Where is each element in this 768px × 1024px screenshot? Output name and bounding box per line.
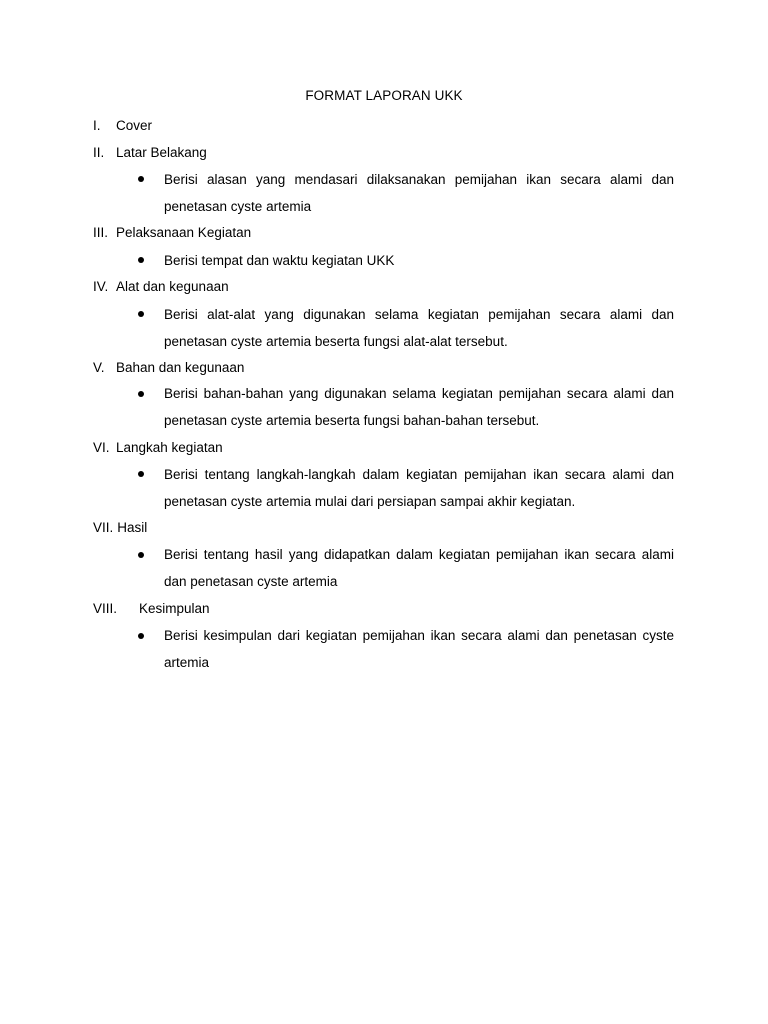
bullet-text: Berisi tentang hasil yang didapatkan dalam kegiatan pemijahan ikan secara alami dan penetasan cyste artemia bbox=[164, 547, 674, 589]
bullet-icon bbox=[138, 176, 144, 182]
bullet-icon bbox=[138, 391, 144, 397]
section-heading-hasil bbox=[93, 518, 147, 538]
bullet-text: Berisi tentang langkah-langkah dalam kegiatan pemijahan ikan secara alami dan penetasan cyste artemia mulai dari persiapan sampai akhir kegiatan. bbox=[164, 467, 674, 509]
section-heading-kesimpulan bbox=[93, 599, 210, 619]
section-title: Latar Belakang bbox=[116, 145, 207, 160]
section-number: I. bbox=[93, 118, 101, 133]
section-number: VII. bbox=[93, 520, 114, 535]
bullet-icon bbox=[138, 552, 144, 558]
bullet-text: Berisi tempat dan waktu kegiatan UKK bbox=[164, 253, 395, 268]
section-heading-langkah-kegiatan bbox=[93, 438, 223, 458]
bullet-icon bbox=[138, 633, 144, 639]
bullet-icon bbox=[138, 311, 144, 317]
section-heading-bahan-dan-kegunaan bbox=[93, 358, 244, 378]
section-heading-cover bbox=[93, 116, 152, 136]
section-heading-pelaksanaan-kegiatan bbox=[93, 223, 251, 243]
section-title: Langkah kegiatan bbox=[116, 440, 223, 455]
section-number: IV. bbox=[93, 279, 109, 294]
section-title: Bahan dan kegunaan bbox=[116, 360, 245, 375]
section-number: V. bbox=[93, 360, 105, 375]
bullet-text: Berisi bahan-bahan yang digunakan selama kegiatan pemijahan secara alami dan penetasan cyste artemia beserta fungsi bahan-bahan tersebut. bbox=[164, 386, 674, 428]
section-heading-alat-dan-kegunaan bbox=[93, 277, 229, 297]
section-title: Alat dan kegunaan bbox=[116, 279, 229, 294]
section-number: VIII. bbox=[93, 601, 118, 616]
document-title: FORMAT LAPORAN UKK bbox=[305, 88, 463, 103]
bullet-text: Berisi alat-alat yang digunakan selama kegiatan pemijahan secara alami dan penetasan cyste artemia beserta fungsi alat-alat tersebut. bbox=[164, 307, 674, 349]
section-title: Hasil bbox=[117, 520, 148, 535]
bullet-icon bbox=[138, 471, 144, 477]
bullet-text: Berisi kesimpulan dari kegiatan pemijahan ikan secara alami dan penetasan cyste artemia bbox=[164, 628, 674, 670]
section-heading-latar-belakang bbox=[93, 143, 207, 163]
section-number: VI. bbox=[93, 440, 110, 455]
bullet-text: Berisi alasan yang mendasari dilaksanakan pemijahan ikan secara alami dan penetasan cyste artemia bbox=[164, 172, 674, 214]
section-number: III. bbox=[93, 225, 109, 240]
section-number: II. bbox=[93, 145, 105, 160]
bullet-icon bbox=[138, 257, 144, 263]
section-title: Pelaksanaan Kegiatan bbox=[116, 225, 252, 240]
section-title: Kesimpulan bbox=[139, 601, 210, 616]
section-title: Cover bbox=[116, 118, 153, 133]
